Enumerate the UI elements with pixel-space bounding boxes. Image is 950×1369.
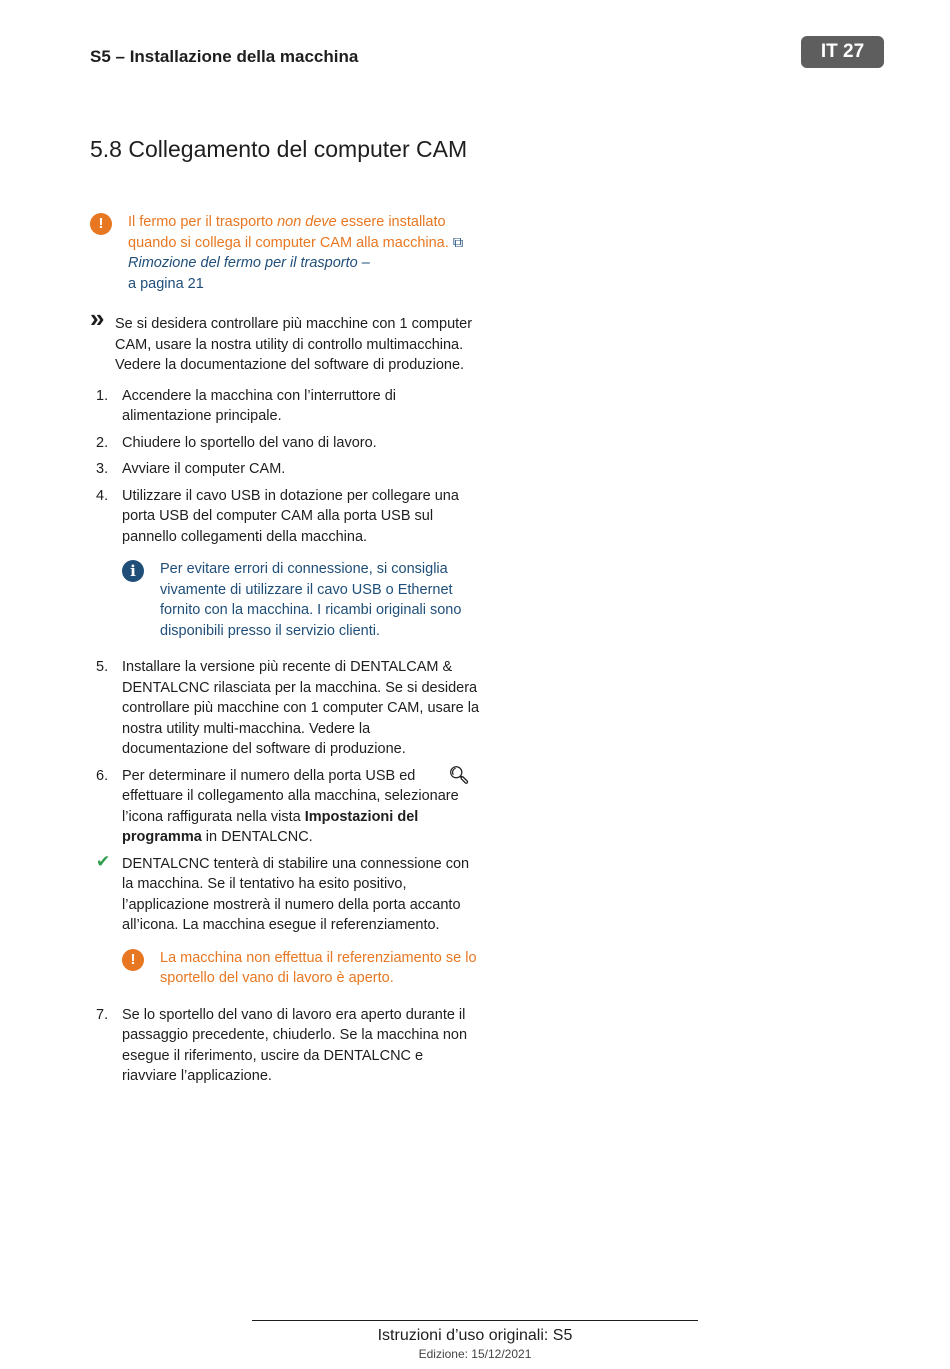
check-icon: ✔ xyxy=(96,851,111,871)
step-text-after: in DENTALCNC. xyxy=(201,829,313,845)
double-chevron-icon: » xyxy=(90,303,105,333)
usb-cable-info-note xyxy=(122,559,480,641)
section-body xyxy=(90,212,480,1093)
program-settings-term: Impostazioni del programma xyxy=(122,808,419,845)
hint-text: Se si desidera controllare più macchine con 1 computer CAM, usare la nostra utility di controllo multimacchina. Vedere la documentazione del software di produzione. xyxy=(115,316,473,373)
warning-text-before: Il fermo per il trasporto xyxy=(128,214,278,230)
running-header: S5 – Installazione della macchina xyxy=(90,47,359,66)
step-number: 6. xyxy=(96,767,109,784)
step-number: 3. xyxy=(96,461,109,477)
link-text: Rimozione del fermo per il trasporto – xyxy=(128,255,370,271)
info-icon: i xyxy=(122,560,144,582)
step-item xyxy=(90,657,480,760)
exclamation-icon: ! xyxy=(122,949,144,971)
footer-divider xyxy=(252,1320,698,1321)
step-number: 1. xyxy=(96,387,109,404)
step-number: 4. xyxy=(96,487,109,504)
warning-emphasis: non deve xyxy=(277,214,337,230)
program-settings-search-icon: 🔍︎ xyxy=(448,765,470,785)
warning-text: La macchina non effettua il referenziamento se lo sportello del vano di lavoro è aperto. xyxy=(160,949,477,986)
step-text-before: Per determinare il numero della porta USB ed effettuare il collegamento alla macchina, selezionare l’icona raffigurata nella vista xyxy=(122,767,459,825)
step-text: Avviare il computer CAM. xyxy=(122,461,286,477)
step-text: Se lo sportello del vano di lavoro era aperto durante il passaggio precedente, chiuderlo. Se la macchina non esegue il riferimento, uscire da DENTALCNC e riavviare l’applicazione. xyxy=(122,1006,468,1084)
transport-lock-warning xyxy=(90,212,480,294)
warning-text-after: essere installato quando si collega il computer CAM alla macchina. xyxy=(128,214,453,251)
step-item xyxy=(90,766,480,848)
footer-title: Istruzioni d’uso originali: S5 xyxy=(377,1327,573,1344)
step-text: Utilizzare il cavo USB in dotazione per collegare una porta USB del computer CAM alla porta USB sul pannello collegamenti della macchina. xyxy=(122,487,459,545)
page-reference-link[interactable]: a pagina 21 xyxy=(128,275,204,292)
step-text: Accendere la macchina con l’interruttore di alimentazione principale. xyxy=(122,387,397,424)
page-number-badge: IT 27 xyxy=(801,36,884,68)
exclamation-icon: ! xyxy=(90,213,112,235)
step-text: Chiudere lo sportello del vano di lavoro. xyxy=(122,434,377,451)
step-item xyxy=(90,433,480,454)
step-item xyxy=(90,386,480,427)
referencing-warning xyxy=(122,948,480,989)
result-text: DENTALCNC tenterà di stabilire una connessione con la macchina. Se il tentativo ha esito positivo, l’applicazione mostrerà il numero della porta accanto all’icona. La macchina esegue il referenziamento. xyxy=(122,855,470,933)
step-number: 7. xyxy=(96,1006,109,1023)
section-title: 5.8 Collegamento del computer CAM xyxy=(90,136,468,162)
multi-machine-hint xyxy=(90,303,480,376)
info-text: Per evitare errori di connessione, si consiglia vivamente di utilizzare il cavo USB o Ethernet fornito con la macchina. I ricambi originali sono disponibili presso il servizio clienti. xyxy=(160,561,462,639)
step-number: 5. xyxy=(96,659,109,675)
external-link-icon: ⧉ xyxy=(452,234,464,251)
step-text: Installare la versione più recente di DENTALCAM & DENTALCNC rilasciata per la macchina. Se si desidera controllare più macchine con 1 computer CAM, usare la nostra utility multi-macchina. Vedere la documentazione del software di produzione. xyxy=(122,659,480,757)
step-item xyxy=(90,459,480,480)
connection-result xyxy=(90,851,480,936)
step-number: 2. xyxy=(96,434,109,451)
step-item xyxy=(90,1005,480,1087)
footer-edition-date: Edizione: 15/12/2021 xyxy=(418,1347,532,1361)
step-item xyxy=(90,486,480,548)
